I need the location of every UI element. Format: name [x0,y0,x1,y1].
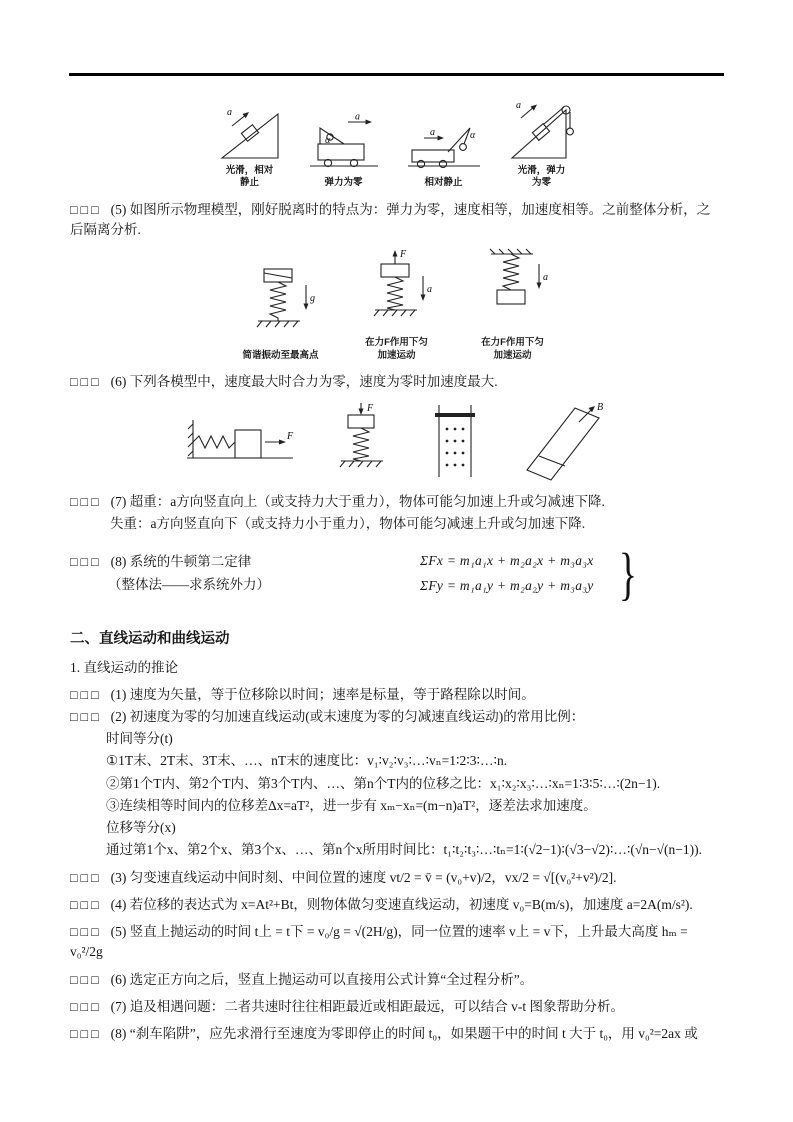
system-newton-formulas [420,547,594,600]
figure-spring-force-up [359,248,435,362]
checkboxes: □□□ [70,202,102,217]
velocity-ratio-line: ①1T末、2T末、3T末、…、nT末的速度比：v₁∶v₂∶v₃∶…∶vₙ=1∶2∶3∶…∶n. [106,753,508,769]
s2-item-6 [70,970,723,990]
item-5 [70,200,723,241]
time-division-label: 时间等分(t) [106,731,173,747]
checkboxes: □□□ [70,999,102,1014]
field-label: B [596,402,603,414]
item-6 [70,372,723,392]
force-label: F [286,431,293,443]
figure-caption: 相对静止 [424,177,463,189]
s2-item-8-text: (8) “刹车陷阱”，应先求滑行至速度为零即停止的时间 t₀，如果题干中的时间 t 大于 t₀，用 v₀²=2ax 或 [110,1026,698,1042]
s2-item-2-text: (2) 初速度为零的匀加速直线运动(或末速度为零的匀减速直线运动)的常用比例： [110,708,585,724]
vertical-rails-diagram [427,401,483,481]
s2-item-5 [70,922,723,963]
s2-item-8 [70,1024,723,1044]
figure-caption: 光滑，相对静止 [225,165,274,189]
truck-pendulum-diagram [406,114,482,174]
s2-item-6-text: (6) 选定正方向之后，竖直上抛运动可以直接用公式计算“全过程分析”。 [110,971,534,987]
horizontal-spring-diagram [185,412,297,470]
checkboxes: □□□ [70,709,102,724]
checkboxes: □□□ [70,687,102,702]
shm-spring-diagram [242,261,318,347]
top-rule [69,73,724,76]
displacement-diff-line: ③连续相等时间内的位移差Δx=aT²，进一步有 xₘ−xₙ=(m−n)aT²，逐差法求加速度。 [106,797,597,813]
cart-wedge-diagram [308,114,380,174]
figure-caption: 在力F作用下匀加速运动 [365,337,428,361]
figure-inclined-rails-rod [517,400,609,482]
item-7-line1: (7) 超重：a方向竖直向上（或支持力大于重力），物体可能匀加速上升或匀减速下降. [110,494,605,510]
incline-block-diagram [218,102,282,162]
spring-hanging-diagram [475,248,551,334]
s2-item-5-text: (5) 竖直上抛运动的时间 t上 = t下 = v₀/g = √(2H/g)，同一位置的速率 v上 = v下，上升最大高度 hₘ = v₀²/2g [70,924,688,960]
s2-item-1-text: (1) 速度为矢量，等于位移除以时间；速率是标量，等于路程除以时间。 [110,686,535,702]
figure-incline-block [218,102,282,190]
item-8-line1-row [70,552,400,572]
item-5-text: (5) 如图所示物理模型，刚好脱离时的特点为：弹力为零，速度相等，加速度相等。之前整体分析，之后隔离分析. [70,201,711,237]
gravity-label: g [310,292,316,304]
checkboxes: □□□ [70,870,102,885]
item-8-text [70,550,400,597]
alpha-label: α [324,135,330,147]
figure-horizontal-spring-block [185,412,297,470]
figure-incline-pulley [508,100,576,190]
inclined-rails-diagram [517,400,609,482]
figure-truck-pendulum [406,114,482,189]
figure-caption: 光滑，弹力为零 [517,165,566,189]
checkboxes: □□□ [70,555,102,570]
figure-caption: 弹力为零 [324,177,363,189]
alpha-label: α [469,130,475,142]
subsection-heading: 1. 直线运动的推论 [70,660,178,676]
accel-label: a [542,272,548,284]
item-8-line1: (8) 系统的牛顿第二定律 [110,554,252,570]
spring-force-up-diagram [359,248,435,334]
item-8-line2: （整体法——求系统外力） [108,576,270,592]
figure-cart-wedge-ball [308,114,380,189]
item-7-line1-row [70,492,723,512]
time-ratio-line: 通过第1个x、第2个x、第3个x、…、第n个x所用时间比：t₁∶t₂∶t₃∶…∶tₙ=1∶(√2−1)∶(√3−√2)∶…∶(√n−√(n−1)). [106,842,703,858]
checkboxes: □□□ [70,972,102,987]
item-8 [70,540,723,606]
force-label: F [366,403,373,415]
checkboxes: □□□ [70,374,102,389]
figure-spring-force-down [331,401,393,481]
force-label: F [399,249,406,261]
displacement-ratio-line: ②第1个T内、第2个T内、第3个T内、…、第n个T内的位移之比：x₁∶x₂∶x₃∶…∶xₙ=1∶3∶5∶…∶(2n−1). [106,775,661,791]
checkboxes: □□□ [70,925,102,940]
s2-item-4-text: (4) 若位移的表达式为 x=At²+Bt，则物体做匀变速直线运动，初速度 v₀=B(m/s)，加速度 a=2A(m/s²). [110,896,693,912]
s2-item-4 [70,895,723,915]
s2-item-3 [70,868,723,888]
figure-spring-hanging [475,248,551,362]
accel-label: a [226,107,232,118]
spring-force-down-diagram [331,401,393,481]
figure-caption: 在力F作用下匀加速运动 [481,337,544,361]
s2-item-7-text: (7) 追及相遇问题：二者共速时往往相距最近或相距最远，可以结合 v-t 图象帮助分析。 [110,998,625,1014]
brace-glyph: } [618,540,637,606]
accel-label: a [429,127,435,139]
item-6-text: (6) 下列各模型中，速度最大时合力为零，速度为零时加速度最大. [110,373,498,389]
figure-row-maxspeed-models [70,400,723,482]
s2-item-3-text: (3) 匀变速直线运动中间时刻、中间位置的速度 vt/2 = v̄ = (v₀+v)/2，vx/2 = √[(v₀²+v²)/2]. [110,869,617,885]
s2-item-2 [70,707,723,727]
accel-label: a [515,100,521,111]
checkboxes: □□□ [70,897,102,912]
sum-force-x-formula: ΣFx = m₁a₁x + m₂a₂x + m₃a₃x [420,553,594,569]
figure-shm-spring [242,261,318,362]
checkboxes: □□□ [70,495,102,510]
checkboxes: □□□ [70,1027,102,1042]
figure-caption: 简谐振动至最高点 [242,349,319,361]
figure-row-detach-models [70,100,723,190]
accel-label: a [354,114,360,123]
s2-item-1 [70,685,723,705]
sum-force-y-formula: ΣFy = m₁a₁y + m₂a₂y + m₃a₃y [420,577,594,593]
incline-pulley-diagram [508,100,576,162]
figure-row-spring-models [70,248,723,362]
section-heading: 二、直线运动和曲线运动 [70,630,230,647]
item-7 [70,492,723,535]
item-7-line2: 失重：a方向竖直向下（或支持力小于重力），物体可能匀减速上升或匀加速下降. [110,516,586,532]
figure-vertical-rails-field [427,401,483,481]
distance-division-label: 位移等分(x) [106,820,176,836]
accel-label: a [426,284,432,296]
s2-item-7 [70,997,723,1017]
